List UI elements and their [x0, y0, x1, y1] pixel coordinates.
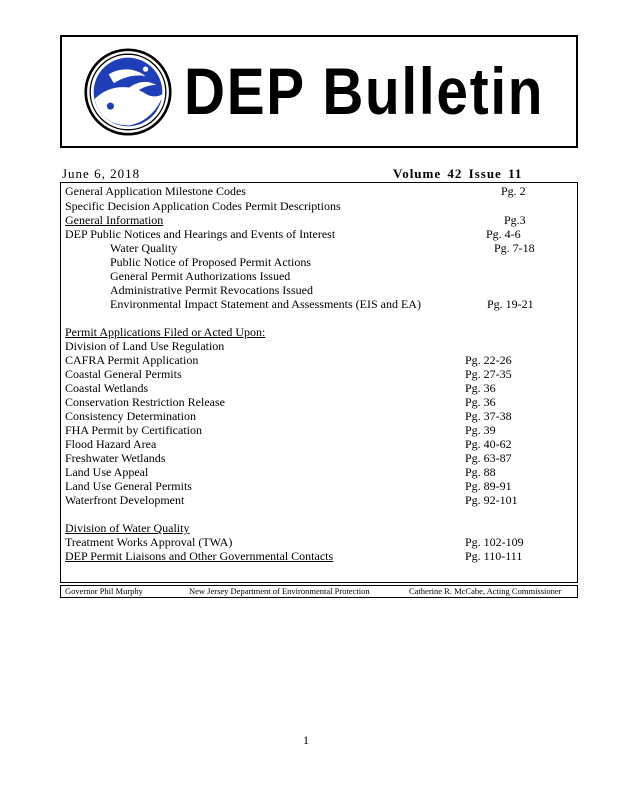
toc-entry [61, 465, 577, 479]
toc-entry [61, 549, 577, 563]
footer-bar [60, 585, 578, 598]
toc-entry-label: Division of Land Use Regulation [65, 339, 225, 353]
toc-entry-label: Land Use General Permits [65, 479, 192, 493]
issue-dateline [60, 166, 578, 182]
toc-entry [61, 451, 577, 465]
toc-entry-page: Pg. 39 [465, 423, 496, 437]
toc-entry [61, 227, 577, 241]
toc-entry-page: Pg. 27-35 [465, 367, 512, 381]
toc-entry-label: DEP Public Notices and Hearings and Events of Interest [65, 227, 336, 241]
toc-entry-page: Pg. 7-18 [494, 241, 535, 255]
toc-entry [61, 521, 577, 535]
toc-entry-label: Coastal Wetlands [65, 381, 149, 395]
toc-entry-label: FHA Permit by Certification [65, 423, 202, 437]
issue-date: June 6, 2018 [62, 166, 141, 181]
masthead [60, 35, 578, 148]
toc-entry [61, 325, 577, 339]
toc-entry-label: Consistency Determination [65, 409, 196, 423]
toc-entry-page: Pg. 19-21 [487, 297, 534, 311]
toc-entry-page: Pg. 2 [501, 184, 526, 198]
toc-entry [61, 395, 577, 409]
toc-entry [61, 353, 577, 367]
toc-entry-page: Pg. 63-87 [465, 451, 512, 465]
toc-entry [61, 535, 577, 549]
toc-entry-page: Pg. 89-91 [465, 479, 512, 493]
toc-entry-label: Coastal General Permits [65, 367, 182, 381]
toc-entry-label: Environmental Impact Statement and Assessments (EIS and EA) [110, 297, 421, 311]
toc-entry [61, 423, 577, 437]
toc-entry [61, 255, 577, 269]
toc-entry [61, 493, 577, 507]
toc-entry-label: Flood Hazard Area [65, 437, 157, 451]
toc-entry-label: CAFRA Permit Application [65, 353, 199, 367]
toc-entry-label: Division of Water Quality [65, 521, 190, 535]
toc-entry [61, 409, 577, 423]
toc-entry [61, 213, 577, 227]
toc-entry-label: General Application Milestone Codes [65, 184, 246, 198]
toc-entry [61, 184, 577, 198]
issue-volume: Volume 42 Issue 11 [393, 166, 523, 181]
toc-entry-label: General Information [65, 213, 164, 227]
toc-entry-label: General Permit Authorizations Issued [110, 269, 291, 283]
toc-entry-label: Specific Decision Application Codes Permit Descriptions [65, 199, 341, 213]
toc-entry-page: Pg. 37-38 [465, 409, 512, 423]
footer-department: New Jersey Department of Environmental Protection [189, 586, 370, 596]
toc-entry [61, 199, 577, 213]
toc-entry-page: Pg. 40-62 [465, 437, 512, 451]
toc-entry-label: Water Quality [110, 241, 178, 255]
toc-entry [61, 437, 577, 451]
bulletin-title: DEP Bulletin [184, 54, 545, 128]
toc-entry-label: Waterfront Development [65, 493, 185, 507]
toc-entry-page: Pg. 88 [465, 465, 496, 479]
toc-entry-label: Freshwater Wetlands [65, 451, 166, 465]
dep-logo-icon [84, 48, 172, 136]
footer-commissioner: Catherine R. McCabe, Acting Commissioner [409, 586, 562, 596]
page-number: 1 [303, 733, 309, 747]
toc-entry [61, 479, 577, 493]
toc-entry-label: Public Notice of Proposed Permit Actions [110, 255, 311, 269]
toc-entry-page: Pg. 4-6 [486, 227, 521, 241]
toc-entry [61, 269, 577, 283]
toc-entry-label: Land Use Appeal [65, 465, 149, 479]
toc-entry [61, 241, 577, 255]
toc-entry-page: Pg. 110-111 [465, 549, 523, 563]
toc-entry-label: Permit Applications Filed or Acted Upon: [65, 325, 266, 339]
toc-entry-label: Conservation Restriction Release [65, 395, 225, 409]
toc-entry-page: Pg. 36 [465, 395, 496, 409]
toc-entry [61, 367, 577, 381]
toc-entry-label: Administrative Permit Revocations Issued [110, 283, 313, 297]
toc-entry-label: Treatment Works Approval (TWA) [65, 535, 233, 549]
toc-entry [61, 381, 577, 395]
toc-entry-page: Pg. 102-109 [465, 535, 524, 549]
toc-entry-page: Pg. 22-26 [465, 353, 512, 367]
footer-governor: Governor Phil Murphy [65, 586, 143, 596]
toc-entry-page: Pg.3 [504, 213, 526, 227]
toc-entry-page: Pg. 36 [465, 381, 496, 395]
table-of-contents [60, 182, 578, 583]
toc-entry [61, 297, 577, 311]
toc-entry-label: DEP Permit Liaisons and Other Governmental Contacts [65, 549, 334, 563]
toc-entry [61, 283, 577, 297]
toc-entry-page: Pg. 92-101 [465, 493, 518, 507]
toc-entry [61, 339, 577, 353]
